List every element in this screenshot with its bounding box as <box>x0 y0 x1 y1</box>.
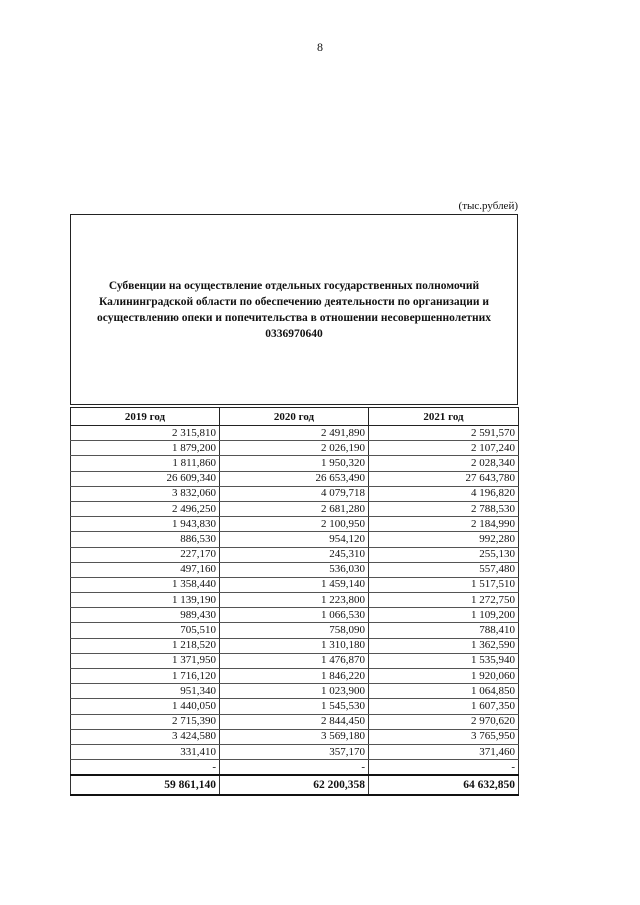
value-2021-cell: 1 109,200 <box>369 608 519 623</box>
table-row <box>71 729 519 744</box>
table-row <box>71 532 519 547</box>
value-2020-cell: 536,030 <box>220 562 369 577</box>
value-2019-cell: 1 879,200 <box>71 441 220 456</box>
value-2021-cell: 2 970,620 <box>369 714 519 729</box>
total-row <box>71 775 519 795</box>
value-2021-cell: 1 362,590 <box>369 638 519 653</box>
value-2019-cell: 331,410 <box>71 744 220 759</box>
value-2019-cell: 2 715,390 <box>71 714 220 729</box>
value-2021-cell: 557,480 <box>369 562 519 577</box>
table-body <box>71 426 519 796</box>
value-2021-cell: 1 272,750 <box>369 593 519 608</box>
table-heading-box <box>70 214 518 405</box>
table-row <box>71 547 519 562</box>
value-2021-cell: 1 920,060 <box>369 669 519 684</box>
value-2019-cell: 26 609,340 <box>71 471 220 486</box>
value-2020-cell: 245,310 <box>220 547 369 562</box>
value-2021-cell: 1 517,510 <box>369 577 519 592</box>
table-row <box>71 608 519 623</box>
value-2021-cell: 2 788,530 <box>369 501 519 516</box>
column-header-2021: 2021 год <box>369 408 519 426</box>
value-2020-cell: 357,170 <box>220 744 369 759</box>
units-label: (тыс.рублей) <box>458 200 518 212</box>
value-2019-cell: 951,340 <box>71 684 220 699</box>
table-row <box>71 714 519 729</box>
value-2020-cell: 4 079,718 <box>220 486 369 501</box>
value-2020-cell: - <box>220 760 369 776</box>
value-2020-cell: 2 100,950 <box>220 517 369 532</box>
table-row <box>71 623 519 638</box>
value-2021-cell: 788,410 <box>369 623 519 638</box>
value-2019-cell: 1 811,860 <box>71 456 220 471</box>
value-2019-cell: 2 496,250 <box>71 501 220 516</box>
value-2021-cell: - <box>369 760 519 776</box>
value-2019-cell: 1 943,830 <box>71 517 220 532</box>
value-2021-cell: 2 107,240 <box>369 441 519 456</box>
value-2021-cell: 1 064,850 <box>369 684 519 699</box>
value-2019-cell: 1 716,120 <box>71 669 220 684</box>
table-row <box>71 456 519 471</box>
value-2021-cell: 1 535,940 <box>369 653 519 668</box>
value-2020-cell: 954,120 <box>220 532 369 547</box>
data-table <box>70 407 519 796</box>
value-2021-cell: 3 765,950 <box>369 729 519 744</box>
table-row <box>71 517 519 532</box>
header-row <box>71 408 519 426</box>
value-2020-cell: 1 459,140 <box>220 577 369 592</box>
value-2021-cell: 2 591,570 <box>369 426 519 441</box>
value-2021-cell: 27 643,780 <box>369 471 519 486</box>
table-row <box>71 426 519 441</box>
total-value-2021-cell: 64 632,850 <box>369 775 519 795</box>
value-2019-cell: - <box>71 760 220 776</box>
value-2019-cell: 886,530 <box>71 532 220 547</box>
value-2020-cell: 1 545,530 <box>220 699 369 714</box>
page-number: 8 <box>317 40 323 54</box>
value-2021-cell: 4 196,820 <box>369 486 519 501</box>
value-2021-cell: 992,280 <box>369 532 519 547</box>
value-2020-cell: 1 846,220 <box>220 669 369 684</box>
value-2020-cell: 1 950,320 <box>220 456 369 471</box>
value-2019-cell: 989,430 <box>71 608 220 623</box>
value-2020-cell: 2 681,280 <box>220 501 369 516</box>
total-value-2020-cell: 62 200,358 <box>220 775 369 795</box>
value-2019-cell: 3 832,060 <box>71 486 220 501</box>
table-row <box>71 471 519 486</box>
value-2019-cell: 3 424,580 <box>71 729 220 744</box>
value-2021-cell: 2 184,990 <box>369 517 519 532</box>
value-2021-cell: 371,460 <box>369 744 519 759</box>
value-2019-cell: 1 358,440 <box>71 577 220 592</box>
table-row <box>71 744 519 759</box>
value-2021-cell: 255,130 <box>369 547 519 562</box>
column-header-2020: 2020 год <box>220 408 369 426</box>
column-header-2019: 2019 год <box>71 408 220 426</box>
table-row <box>71 486 519 501</box>
table-row <box>71 593 519 608</box>
value-2020-cell: 2 026,190 <box>220 441 369 456</box>
value-2019-cell: 227,170 <box>71 547 220 562</box>
value-2020-cell: 2 491,890 <box>220 426 369 441</box>
total-value-2019-cell: 59 861,140 <box>71 775 220 795</box>
table-row <box>71 577 519 592</box>
value-2019-cell: 1 440,050 <box>71 699 220 714</box>
value-2020-cell: 1 476,870 <box>220 653 369 668</box>
table-row <box>71 501 519 516</box>
value-2019-cell: 497,160 <box>71 562 220 577</box>
table-row <box>71 441 519 456</box>
value-2019-cell: 1 139,190 <box>71 593 220 608</box>
value-2020-cell: 26 653,490 <box>220 471 369 486</box>
value-2020-cell: 1 066,530 <box>220 608 369 623</box>
value-2020-cell: 2 844,450 <box>220 714 369 729</box>
value-2019-cell: 1 371,950 <box>71 653 220 668</box>
value-2019-cell: 1 218,520 <box>71 638 220 653</box>
value-2019-cell: 705,510 <box>71 623 220 638</box>
table-row <box>71 562 519 577</box>
value-2020-cell: 1 310,180 <box>220 638 369 653</box>
table-heading: Субвенции на осуществление отдельных государственных полномочий Калининградской области по обеспечению деятельности по организации и осуществлению опеки и попечительства в отношении несовершеннолетних 0336970640 <box>97 279 491 340</box>
table-row <box>71 760 519 776</box>
value-2020-cell: 758,090 <box>220 623 369 638</box>
table-row <box>71 669 519 684</box>
value-2020-cell: 1 023,900 <box>220 684 369 699</box>
table-row <box>71 638 519 653</box>
table-row <box>71 653 519 668</box>
value-2021-cell: 2 028,340 <box>369 456 519 471</box>
table-row <box>71 699 519 714</box>
value-2019-cell: 2 315,810 <box>71 426 220 441</box>
value-2021-cell: 1 607,350 <box>369 699 519 714</box>
value-2020-cell: 1 223,800 <box>220 593 369 608</box>
table-row <box>71 684 519 699</box>
value-2020-cell: 3 569,180 <box>220 729 369 744</box>
